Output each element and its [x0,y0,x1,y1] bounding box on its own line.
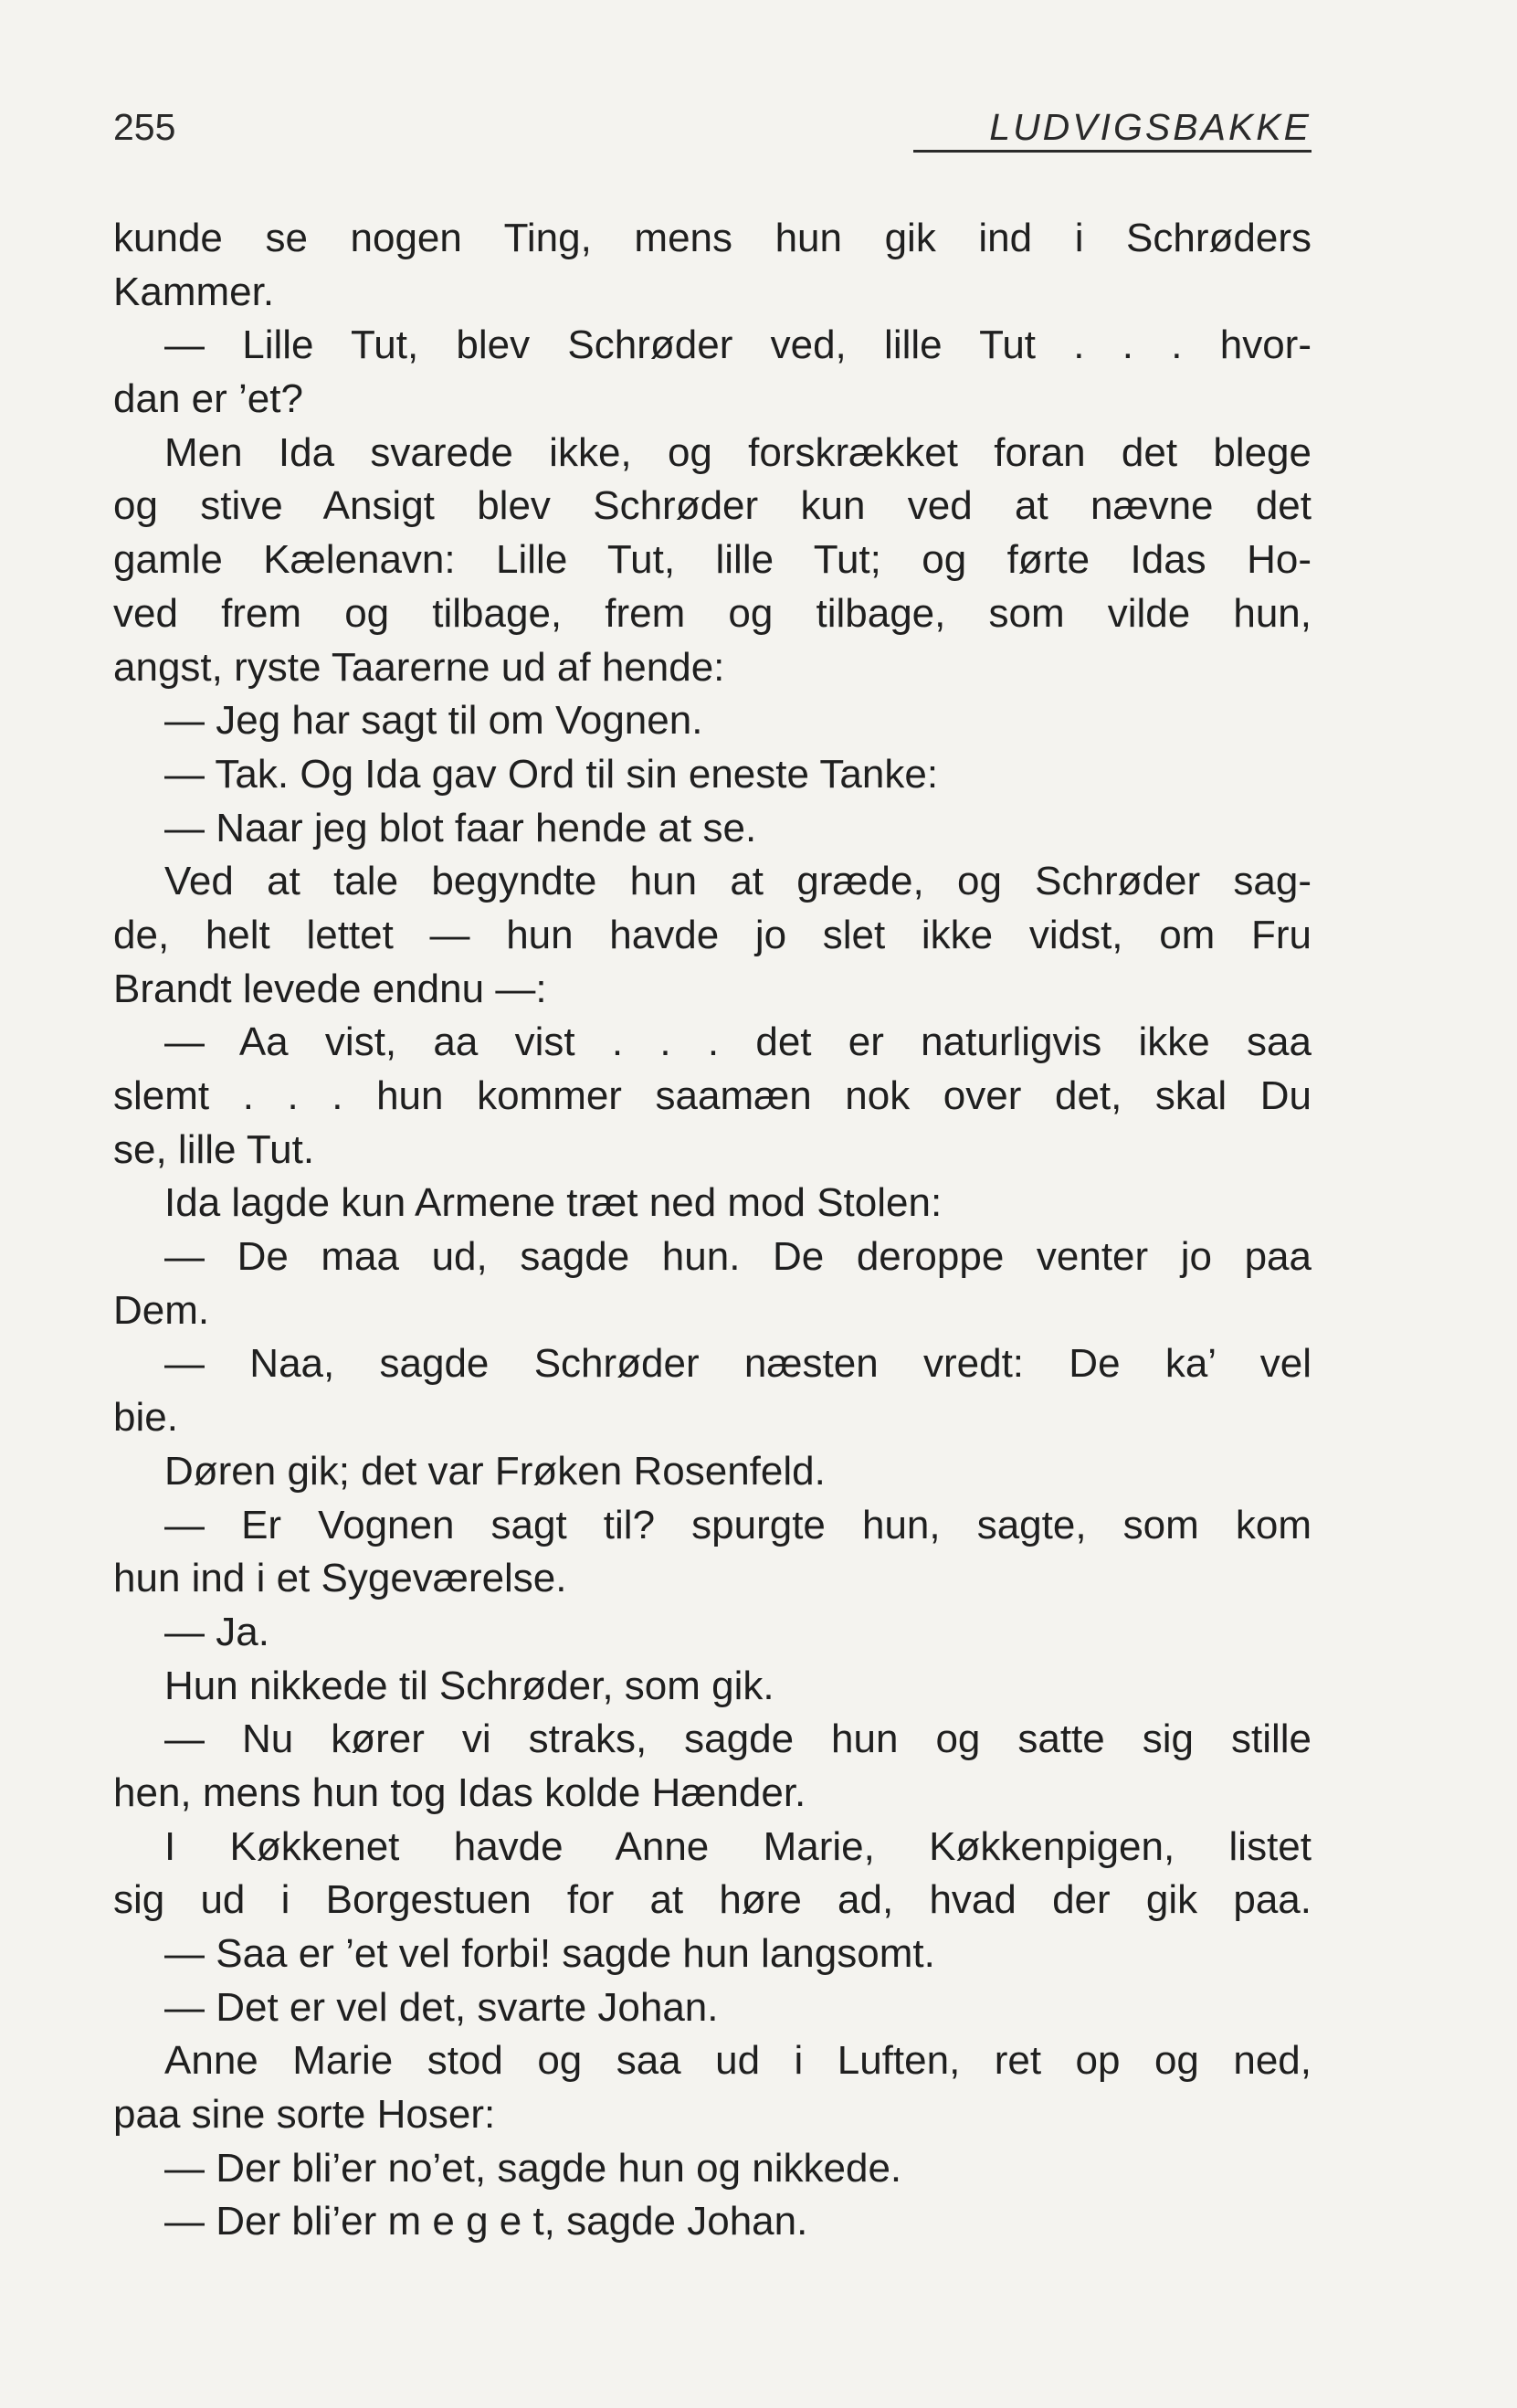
text-line: — Der bli’er m e g e t, sagde Johan. [164,2199,808,2244]
text-line: — Det er vel det, svarte Johan. [164,1984,719,2030]
text-line: Dem. [113,1287,210,1333]
text-line: se, lille Tut. [113,1126,315,1172]
text-line: angst, ryste Taarerne ud af hende: [113,644,725,690]
running-head [113,99,1312,155]
text-line: Ida lagde kun Armene træt ned mod Stolen: [164,1180,943,1226]
header-rule [913,150,1312,153]
text-line: — Tak. Og Ida gav Ord til sin eneste Tanke: [164,751,939,797]
text-line: Ved at tale begyndte hun at græde, og Schrøder sag- [164,859,1312,904]
text-line: slemt . . . hun kommer saamæn nok over det, skal Du [113,1073,1312,1118]
text-line: bie. [113,1395,178,1441]
text-line: sig ud i Borgestuen for at høre ad, hvad der gik paa. [113,1877,1312,1923]
running-title: LUDVIGSBAKKE [989,106,1312,148]
text-line: ved frem og tilbage, frem og tilbage, som vilde hun, [113,590,1312,636]
text-line: I Køkkenet havde Anne Marie, Køkkenpigen, listet [164,1823,1312,1869]
text-line: — Naa, sagde Schrøder næsten vredt: De ka’ vel [164,1341,1312,1387]
text-line: — Er Vognen sagt til? spurgte hun, sagte, som kom [164,1502,1312,1547]
text-line: dan er ’et? [113,376,303,422]
text-line: paa sine sorte Hoser: [113,2092,496,2138]
text-line: Hun nikkede til Schrøder, som gik. [164,1663,774,1708]
text-line: Døren gik; det var Frøken Rosenfeld. [164,1448,826,1494]
text-line: hun ind i et Sygeværelse. [113,1556,567,1601]
text-line: gamle Kælenavn: Lille Tut, lille Tut; og førte Idas Ho- [113,537,1312,583]
text-line: Men Ida svarede ikke, og forskrækket foran det blege [164,429,1312,475]
text-line: — Lille Tut, blev Schrøder ved, lille Tut . . . hvor- [164,322,1312,368]
text-line: — Ja. [164,1609,269,1654]
text-line: og stive Ansigt blev Schrøder kun ved at nævne det [113,483,1312,529]
text-line: — De maa ud, sagde hun. De deroppe venter jo paa [164,1234,1312,1280]
body-text [113,212,1312,2249]
text-line: — Aa vist, aa vist . . . det er naturligvis ikke saa [164,1019,1312,1065]
text-line: de, helt lettet — hun havde jo slet ikke vidst, om Fru [113,912,1312,957]
text-line: kunde se nogen Ting, mens hun gik ind i Schrøders [113,216,1312,260]
text-line: Kammer. [113,269,275,314]
page-number: 255 [113,106,176,148]
text-line: — Der bli’er no’et, sagde hun og nikkede. [164,2145,902,2191]
text-line: — Saa er ’et vel forbi! sagde hun langsomt. [164,1931,935,1976]
text-line: Brandt levede endnu —: [113,966,547,1011]
text-line: Anne Marie stod og saa ud i Luften, ret op og ned, [164,2038,1312,2084]
text-line: — Jeg har sagt til om Vognen. [164,698,703,744]
text-line: hen, mens hun tog Idas kolde Hænder. [113,1769,806,1815]
text-line: — Nu kører vi straks, sagde hun og satte sig stille [164,1716,1312,1762]
text-line: — Naar jeg blot faar hende at se. [164,805,757,850]
